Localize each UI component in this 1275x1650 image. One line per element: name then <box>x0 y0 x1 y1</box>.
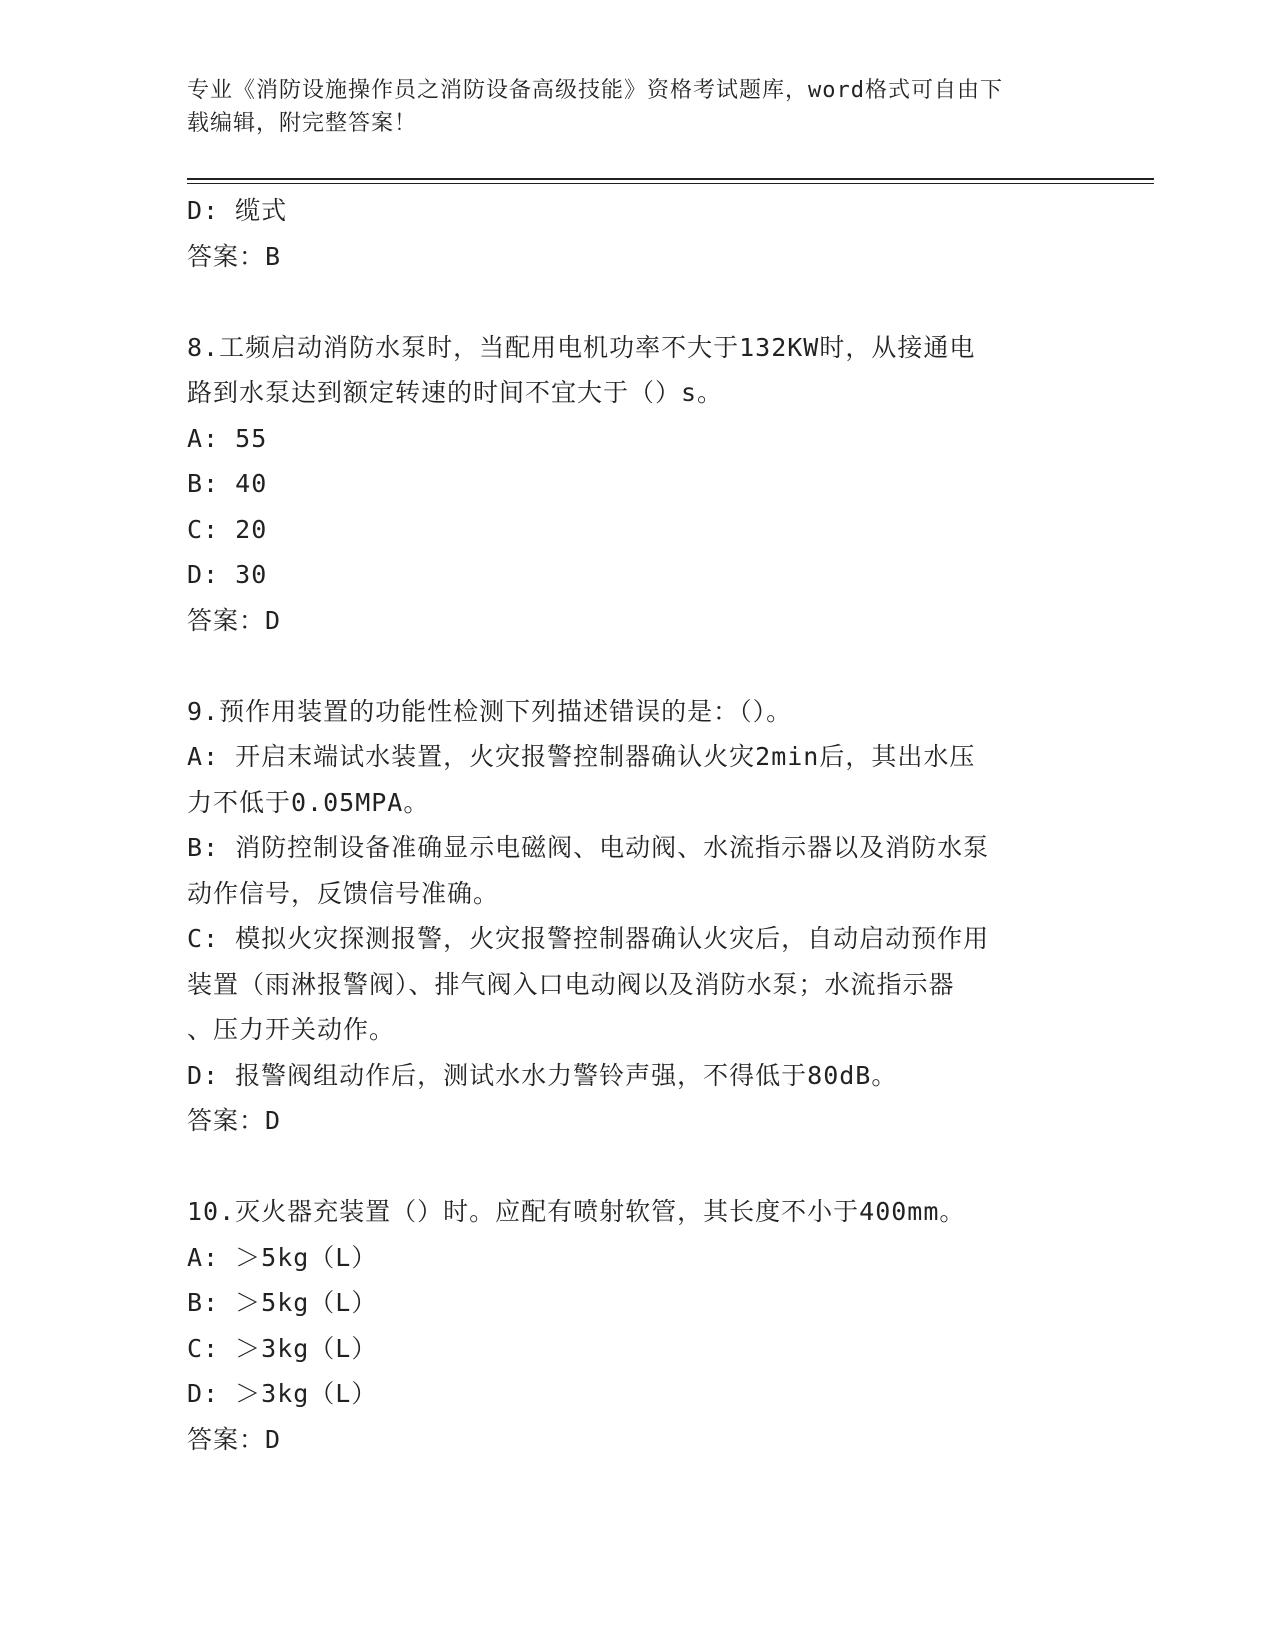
answer-line: 答案：D <box>187 1424 282 1454</box>
option-a-cont: 力不低于0.05MPA。 <box>187 787 430 817</box>
question-9 <box>187 689 1087 1144</box>
option-c: C: ＞3kg（L） <box>187 1333 378 1363</box>
option-d: D: 报警阀组动作后，测试水水力警铃声强，不得低于80dB。 <box>187 1060 898 1090</box>
question-list <box>187 188 1087 1462</box>
question-8 <box>187 325 1087 644</box>
option-c: C: 20 <box>187 514 268 544</box>
answer-line: 答案：D <box>187 605 282 635</box>
option-d: D: 缆式 <box>187 196 288 225</box>
question-stem: 9.预作用装置的功能性检测下列描述错误的是：（）。 <box>187 696 793 726</box>
option-b-cont: 动作信号，反馈信号准确。 <box>187 878 500 908</box>
option-b: B: 40 <box>187 469 268 498</box>
answer-line: 答案：B <box>187 241 282 271</box>
option-d: D: ＞3kg（L） <box>187 1379 378 1408</box>
header-line-2: 载编辑，附完整答案！ <box>187 111 418 136</box>
option-c: C: 模拟火灾探测报警，火灾报警控制器确认火灾后，自动启动预作用 <box>187 924 990 953</box>
document-header <box>187 74 1087 140</box>
option-a: A: 55 <box>187 423 268 453</box>
header-rule-thick <box>187 178 1154 180</box>
option-a: A: 开启末端试水装置，火灾报警控制器确认火灾2min后，其出水压 <box>187 742 976 771</box>
question-stem: 10.灭火器充装置（）时。应配有喷射软管，其长度不小于400mm。 <box>187 1197 966 1226</box>
option-c-cont-2: 、压力开关动作。 <box>187 1015 396 1044</box>
option-a: A: ＞5kg（L） <box>187 1242 378 1272</box>
option-b: B: 消防控制设备准确显示电磁阀、电动阀、水流指示器以及消防水泵 <box>187 833 990 862</box>
answer-line: 答案：D <box>187 1106 282 1135</box>
question-10 <box>187 1189 1087 1462</box>
option-c-cont: 装置（雨淋报警阀）、排气阀入口电动阀以及消防水泵；水流指示器 <box>187 969 955 999</box>
header-line-1: 专业《消防设施操作员之消防设备高级技能》资格考试题库，word格式可自由下 <box>187 78 1003 103</box>
option-d: D: 30 <box>187 560 268 589</box>
question-stem-cont: 路到水泵达到额定转速的时间不宜大于（）s。 <box>187 378 724 407</box>
option-b: B: ＞5kg（L） <box>187 1288 378 1317</box>
question-stem: 8.工频启动消防水泵时，当配用电机功率不大于132KW时，从接通电 <box>187 332 976 362</box>
prev-question <box>187 188 1087 279</box>
header-rule-thin <box>187 183 1154 184</box>
